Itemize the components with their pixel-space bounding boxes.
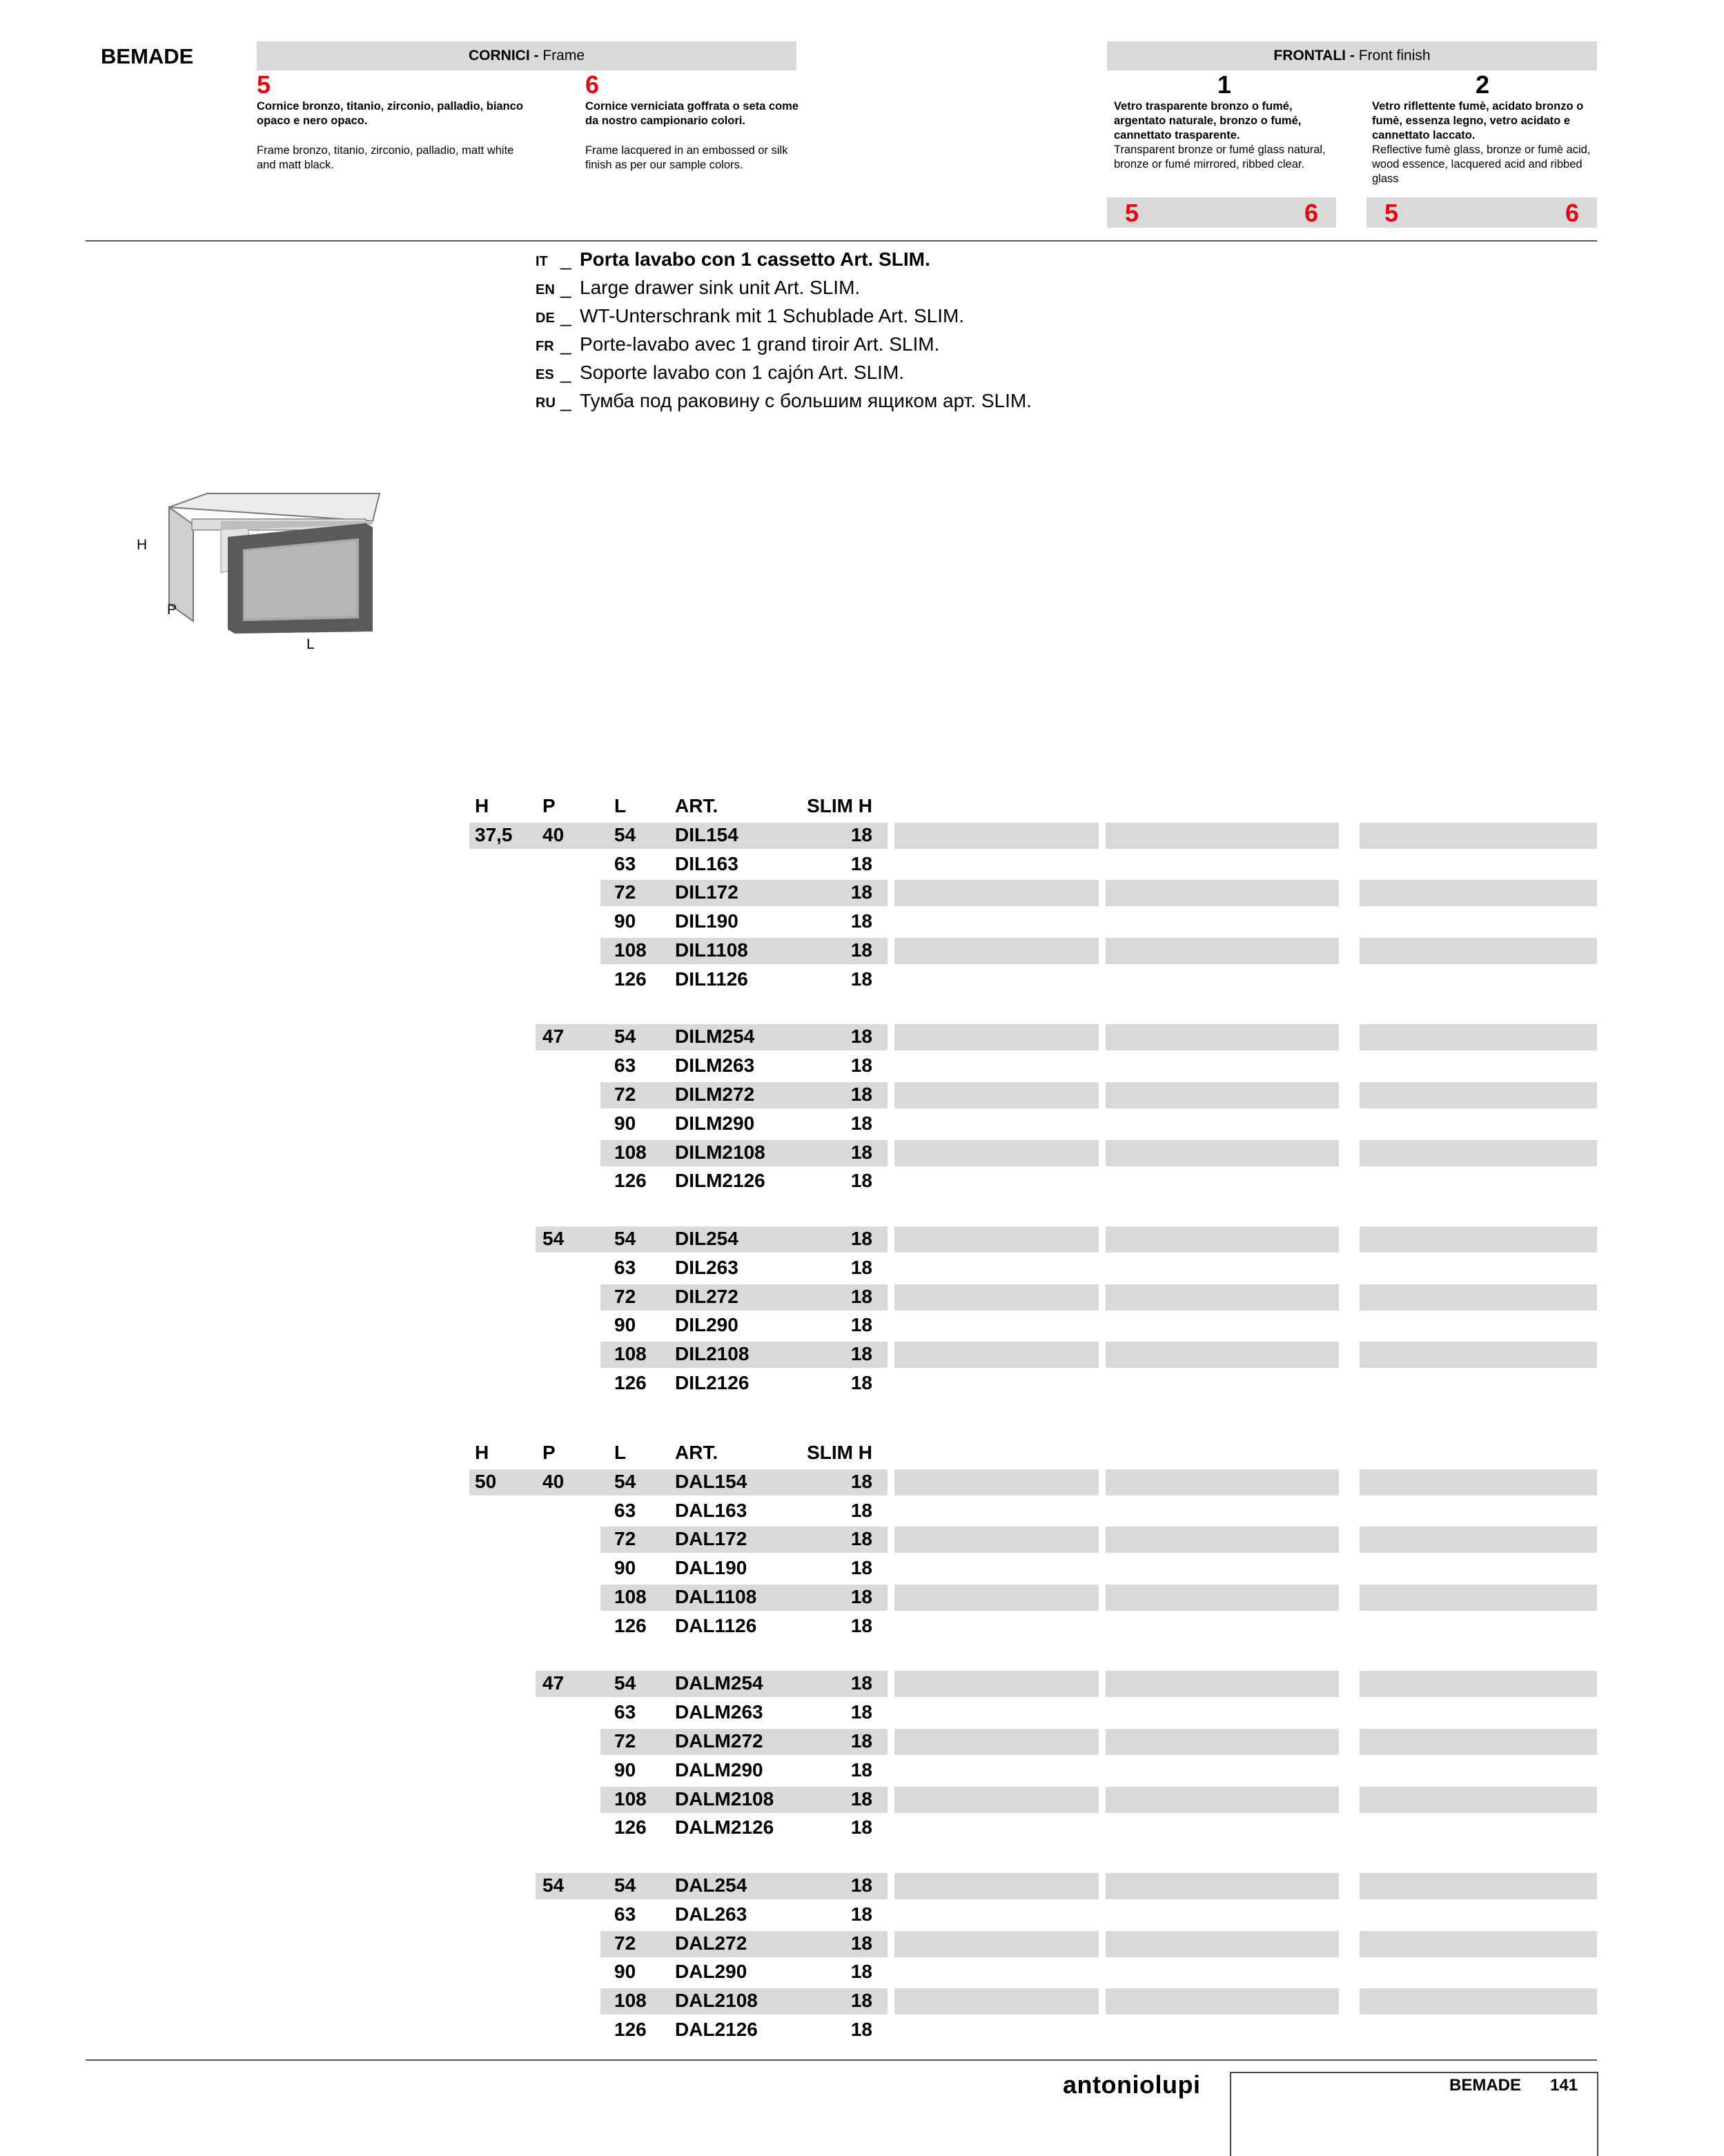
cell-art: DAL2108 (675, 1990, 758, 2011)
cell-art: DIL290 (675, 1314, 738, 1335)
finish-price-cell (1106, 938, 1339, 964)
table-row (0, 1311, 1724, 1339)
cell-l: 72 (614, 1528, 636, 1549)
table-row (0, 1727, 1724, 1755)
cell-p: 54 (542, 1874, 565, 1896)
frame-option-number: 6 (585, 70, 600, 99)
finish-price-cell (894, 1527, 1099, 1553)
finish-price-cell (894, 1988, 1099, 2015)
finish-price-cell (894, 1671, 1099, 1697)
cell-art: DIL172 (675, 881, 738, 903)
table-row (0, 1872, 1724, 1899)
cell-art: DALM254 (675, 1672, 763, 1694)
cell-slim: 18 (850, 1528, 872, 1549)
footer-box (1230, 2072, 1598, 2156)
finish-price-cell (1106, 1729, 1339, 1755)
cell-slim: 18 (850, 1257, 872, 1278)
front-option-2 (1372, 70, 1597, 186)
diagram-label-p: P (167, 602, 177, 618)
front-section-header (1107, 41, 1597, 70)
cell-slim: 18 (850, 1672, 872, 1694)
cell-l: 72 (614, 881, 636, 903)
language-code: EN (536, 282, 555, 297)
front-option-desc-it: Vetro riflettente fumè, acidato bronzo o fumè, essenza legno, vetro acidato e cannettato laccato. (1372, 100, 1584, 141)
cell-art: DIL254 (675, 1228, 738, 1249)
cell-h: 37,5 (475, 824, 513, 845)
title-text: Large drawer sink unit Art. SLIM. (580, 277, 861, 298)
language-code: IT (536, 254, 548, 269)
cell-l: 126 (614, 1170, 647, 1191)
frame-section-subtitle: Frame (542, 48, 585, 63)
finish-price-cell (894, 1140, 1099, 1166)
language-code: RU (536, 395, 556, 411)
frame-option-6 (585, 70, 813, 173)
cell-h: 50 (475, 1471, 497, 1492)
table-header-row (0, 792, 1724, 820)
table-row (0, 1785, 1724, 1813)
frame-section-title: CORNICI (468, 48, 530, 63)
column-header-h: H (475, 1442, 489, 1463)
table-row (0, 1468, 1724, 1496)
table-row (0, 879, 1724, 906)
table-row (0, 1081, 1724, 1108)
finish-price-cell (894, 1226, 1099, 1253)
finish-price-cell (1106, 1284, 1339, 1311)
footer-divider (86, 2059, 1597, 2061)
cell-l: 63 (614, 1500, 636, 1521)
table-row (0, 1958, 1724, 1986)
cell-slim: 18 (850, 1874, 872, 1896)
cell-slim: 18 (850, 1961, 872, 1982)
footer-section: BEMADE (1449, 2076, 1522, 2095)
finish-price-cell (1360, 1787, 1597, 1813)
finish-price-cell (1106, 1469, 1339, 1496)
cell-slim: 18 (850, 1557, 872, 1578)
finish-price-cell (1360, 1729, 1597, 1755)
finish-price-cell (1360, 1226, 1597, 1253)
diagram-label-h: H (137, 537, 148, 553)
frame-option-desc-en: Frame lacquered in an embossed or silk finish as per our sample colors. (585, 144, 788, 171)
title-text: Porte-lavabo avec 1 grand tiroir Art. SLIM. (580, 333, 940, 355)
finish-price-cell (894, 1873, 1099, 1899)
table-row (0, 1583, 1724, 1611)
table-row (0, 1369, 1724, 1397)
title-text: Тумба под раковину с большим ящиком арт. SLIM. (580, 390, 1032, 411)
cell-art: DIL1126 (675, 968, 748, 990)
cell-slim: 18 (850, 1372, 872, 1393)
cell-slim: 18 (850, 968, 872, 990)
cell-art: DIL163 (675, 853, 738, 874)
cell-art: DIL272 (675, 1286, 738, 1307)
cell-slim: 18 (850, 939, 872, 961)
title-line-es (536, 362, 1226, 390)
brand-title: BEMADE (101, 44, 194, 68)
cell-slim: 18 (850, 1701, 872, 1723)
finish-price-cell (1106, 1585, 1339, 1611)
front-compat-bar-2 (1367, 197, 1597, 228)
cell-l: 108 (614, 1141, 647, 1163)
cell-slim: 18 (850, 1055, 872, 1076)
cell-l: 54 (614, 1874, 636, 1896)
cell-l: 90 (614, 910, 636, 932)
table-row (0, 850, 1724, 878)
cell-l: 63 (614, 853, 636, 874)
title-line-ru (536, 390, 1226, 418)
title-text: WT-Unterschrank mit 1 Schublade Art. SLIM. (580, 305, 965, 326)
finish-price-cell (894, 1082, 1099, 1108)
finish-price-cell (894, 1342, 1099, 1368)
table-row (0, 1525, 1724, 1553)
table-row (0, 1254, 1724, 1282)
cell-art: DAL1108 (675, 1586, 757, 1607)
title-line-de (536, 305, 1226, 333)
table-row (0, 1110, 1724, 1137)
finish-price-cell (1360, 1931, 1597, 1957)
finish-price-cell (1106, 1931, 1339, 1957)
cell-slim: 18 (850, 1170, 872, 1191)
language-code: FR (536, 339, 554, 354)
cell-p: 47 (542, 1026, 565, 1047)
cell-art: DALM2108 (675, 1788, 774, 1810)
front-section-sep: - (1346, 48, 1359, 63)
cell-l: 108 (614, 1990, 647, 2011)
cell-slim: 18 (850, 1314, 872, 1335)
cell-slim: 18 (850, 1500, 872, 1521)
cell-slim: 18 (850, 1932, 872, 1954)
cell-slim: 18 (850, 824, 872, 845)
title-line-fr (536, 333, 1226, 362)
language-code: ES (536, 367, 554, 382)
cell-slim: 18 (850, 1084, 872, 1105)
cell-l: 108 (614, 939, 647, 961)
cell-l: 90 (614, 1557, 636, 1578)
column-header-art: ART. (675, 1442, 718, 1463)
table-row (0, 1167, 1724, 1195)
cell-art: DALM263 (675, 1701, 763, 1723)
frame-option-desc-en: Frame bronzo, titanio, zirconio, palladio, matt white and matt black. (257, 144, 514, 171)
finish-price-cell (894, 1469, 1099, 1496)
cell-l: 126 (614, 968, 647, 990)
cell-art: DAL290 (675, 1961, 747, 1982)
finish-price-cell (1106, 823, 1339, 849)
table-row (0, 1139, 1724, 1166)
cell-slim: 18 (850, 1343, 872, 1364)
finish-price-cell (894, 823, 1099, 849)
cell-slim: 18 (850, 1615, 872, 1636)
cell-l: 54 (614, 1228, 636, 1249)
table-row (0, 1930, 1724, 1957)
table-row (0, 821, 1724, 849)
finish-price-cell (1106, 1988, 1339, 2015)
table-row (0, 937, 1724, 964)
cell-l: 108 (614, 1586, 647, 1607)
cell-slim: 18 (850, 1730, 872, 1752)
cell-art: DIL2108 (675, 1343, 750, 1364)
finish-price-cell (1106, 1342, 1339, 1368)
table-row (0, 908, 1724, 935)
column-header-p: P (542, 1442, 556, 1463)
front-option-number: 2 (1475, 70, 1490, 99)
cell-l: 54 (614, 1026, 636, 1047)
cell-p: 40 (542, 1471, 565, 1492)
compat-frame-5: 5 (1125, 199, 1139, 227)
cell-slim: 18 (850, 910, 872, 932)
cell-l: 72 (614, 1084, 636, 1105)
table-row (0, 1225, 1724, 1253)
front-compat-bar-1 (1107, 197, 1336, 228)
product-diagram (124, 483, 386, 663)
front-option-number: 1 (1217, 70, 1232, 99)
cell-art: DIL263 (675, 1257, 738, 1278)
cell-l: 108 (614, 1788, 647, 1810)
cell-l: 54 (614, 1471, 636, 1492)
finish-price-cell (1360, 1873, 1597, 1899)
finish-price-cell (894, 880, 1099, 906)
finish-price-cell (1106, 880, 1339, 906)
title-separator: _ (560, 305, 571, 326)
finish-price-cell (1106, 1873, 1339, 1899)
table-row (0, 1698, 1724, 1726)
table-row (0, 966, 1724, 993)
front-option-desc-en: Reflective fumè glass, bronze or fumè acid, wood essence, lacquered acid and ribbed glass (1372, 144, 1591, 185)
header-divider (86, 240, 1597, 242)
finish-price-cell (1360, 1024, 1597, 1050)
table-row (0, 2016, 1724, 2044)
frame-section-sep: - (529, 48, 543, 63)
cabinet-drawing (169, 493, 380, 634)
cell-slim: 18 (850, 1586, 872, 1607)
cell-slim: 18 (850, 1788, 872, 1810)
finish-price-cell (1106, 1787, 1339, 1813)
finish-price-cell (1360, 1469, 1597, 1496)
cell-slim: 18 (850, 1113, 872, 1134)
cell-slim: 18 (850, 1228, 872, 1249)
cell-art: DAL1126 (675, 1615, 757, 1636)
finish-price-cell (894, 1729, 1099, 1755)
cell-slim: 18 (850, 1471, 872, 1492)
cell-p: 40 (542, 824, 565, 845)
column-header-p: P (542, 795, 556, 816)
cell-slim: 18 (850, 1903, 872, 1925)
title-line-en (536, 277, 1226, 305)
title-separator: _ (560, 362, 571, 383)
cell-art: DIL2126 (675, 1372, 750, 1393)
finish-price-cell (1360, 1585, 1597, 1611)
title-text: Soporte lavabo con 1 cajón Art. SLIM. (580, 362, 905, 383)
cell-l: 90 (614, 1314, 636, 1335)
cell-art: DAL2126 (675, 2019, 758, 2040)
cell-art: DAL172 (675, 1528, 747, 1549)
cell-art: DALM290 (675, 1759, 763, 1781)
cell-art: DAL154 (675, 1471, 747, 1492)
cell-l: 126 (614, 1615, 647, 1636)
table-row (0, 1669, 1724, 1697)
column-header-l: L (614, 795, 627, 816)
finish-price-cell (894, 938, 1099, 964)
finish-price-cell (894, 1787, 1099, 1813)
cell-l: 126 (614, 2019, 647, 2040)
product-title-block (536, 248, 1226, 418)
cell-art: DILM272 (675, 1084, 755, 1105)
finish-price-cell (1360, 1527, 1597, 1553)
finish-price-cell (1106, 1226, 1339, 1253)
cell-art: DAL263 (675, 1903, 747, 1925)
cell-art: DAL163 (675, 1500, 747, 1521)
front-section-title: FRONTALI (1273, 48, 1346, 63)
cell-art: DAL254 (675, 1874, 747, 1896)
cell-slim: 18 (850, 881, 872, 903)
frame-option-5 (257, 70, 533, 173)
diagram-label-l: L (306, 636, 315, 652)
cell-l: 108 (614, 1343, 647, 1364)
table-row (0, 1554, 1724, 1582)
finish-price-cell (1106, 1024, 1339, 1050)
title-separator: _ (560, 248, 571, 270)
finish-price-cell (1360, 1140, 1597, 1166)
cell-art: DAL190 (675, 1557, 747, 1578)
cell-l: 72 (614, 1932, 636, 1954)
column-header-l: L (614, 1442, 627, 1463)
finish-price-cell (1360, 1671, 1597, 1697)
finish-price-cell (1106, 1527, 1339, 1553)
frame-section-header (257, 41, 796, 70)
cell-slim: 18 (850, 1816, 872, 1838)
table-row (0, 1814, 1724, 1841)
table-row (0, 1756, 1724, 1784)
finish-price-cell (1106, 1140, 1339, 1166)
cell-l: 54 (614, 824, 636, 845)
finish-price-cell (1360, 1082, 1597, 1108)
cell-art: DIL1108 (675, 939, 748, 961)
cell-slim: 18 (850, 1759, 872, 1781)
title-separator: _ (560, 333, 571, 355)
cell-l: 90 (614, 1961, 636, 1982)
cell-l: 63 (614, 1903, 636, 1925)
cell-l: 63 (614, 1701, 636, 1723)
cell-slim: 18 (850, 853, 872, 874)
cell-l: 72 (614, 1730, 636, 1752)
cell-l: 54 (614, 1672, 636, 1694)
finish-price-cell (1106, 1671, 1339, 1697)
cell-art: DILM263 (675, 1055, 755, 1076)
cell-art: DIL154 (675, 824, 738, 845)
title-separator: _ (560, 277, 571, 298)
table-row (0, 1052, 1724, 1079)
cell-slim: 18 (850, 1141, 872, 1163)
column-header-h: H (475, 795, 489, 816)
cell-art: DIL190 (675, 910, 738, 932)
page-number: 141 (1550, 2076, 1578, 2095)
cell-l: 63 (614, 1257, 636, 1278)
table-row (0, 1340, 1724, 1368)
cell-slim: 18 (850, 1026, 872, 1047)
compat-frame-6: 6 (1304, 199, 1318, 227)
cell-l: 90 (614, 1113, 636, 1134)
front-option-desc-it: Vetro trasparente bronzo o fumé, argentato naturale, bronzo o fumé, cannettato trasparente. (1114, 100, 1302, 141)
finish-price-cell (1360, 1988, 1597, 2015)
front-section-subtitle: Front finish (1358, 48, 1431, 63)
front-option-desc-en: Transparent bronze or fumé glass natural, bronze or fumé mirrored, ribbed clear. (1114, 144, 1326, 170)
finish-price-cell (894, 1024, 1099, 1050)
finish-price-cell (1360, 1342, 1597, 1368)
column-header-slim: SLIM H (807, 1442, 872, 1463)
finish-price-cell (894, 1284, 1099, 1311)
cell-art: DILM2126 (675, 1170, 765, 1191)
finish-price-cell (894, 1585, 1099, 1611)
cell-art: DILM254 (675, 1026, 755, 1047)
cell-slim: 18 (850, 1990, 872, 2011)
column-header-slim: SLIM H (807, 795, 872, 816)
title-text: Porta lavabo con 1 cassetto Art. SLIM. (580, 248, 930, 270)
cell-art: DILM290 (675, 1113, 755, 1134)
column-header-art: ART. (675, 795, 718, 816)
table-row (0, 1901, 1724, 1928)
finish-price-cell (1360, 938, 1597, 964)
table-header-row (0, 1439, 1724, 1467)
cell-slim: 18 (850, 1286, 872, 1307)
finish-price-cell (894, 1931, 1099, 1957)
cell-l: 63 (614, 1055, 636, 1076)
cell-l: 126 (614, 1816, 647, 1838)
table-row (0, 1023, 1724, 1050)
finish-price-cell (1360, 823, 1597, 849)
title-separator: _ (560, 390, 571, 411)
cell-l: 90 (614, 1759, 636, 1781)
frame-option-desc-it: Cornice verniciata goffrata o seta come da nostro campionario colori. (585, 100, 799, 127)
frame-option-number: 5 (257, 70, 271, 99)
compat-frame-5: 5 (1384, 199, 1399, 227)
finish-price-cell (1106, 1082, 1339, 1108)
cell-slim: 18 (850, 2019, 872, 2040)
cell-l: 72 (614, 1286, 636, 1307)
finish-price-cell (1360, 1284, 1597, 1311)
title-line-it (536, 248, 1226, 277)
cell-art: DALM272 (675, 1730, 763, 1752)
table-row (0, 1497, 1724, 1525)
finish-price-cell (1360, 880, 1597, 906)
antoniolupi-logo: antoniolupi (1063, 2070, 1201, 2099)
language-code: DE (536, 311, 555, 326)
cell-art: DAL272 (675, 1932, 747, 1954)
cell-l: 126 (614, 1372, 647, 1393)
compat-frame-6: 6 (1565, 199, 1579, 227)
cell-art: DALM2126 (675, 1816, 774, 1838)
frame-option-desc-it: Cornice bronzo, titanio, zirconio, palladio, bianco opaco e nero opaco. (257, 100, 523, 127)
table-row (0, 1612, 1724, 1640)
front-option-1 (1114, 70, 1335, 172)
cell-p: 54 (542, 1228, 565, 1249)
cell-art: DILM2108 (675, 1141, 765, 1163)
table-row (0, 1987, 1724, 2015)
table-row (0, 1283, 1724, 1311)
cell-p: 47 (542, 1672, 565, 1694)
